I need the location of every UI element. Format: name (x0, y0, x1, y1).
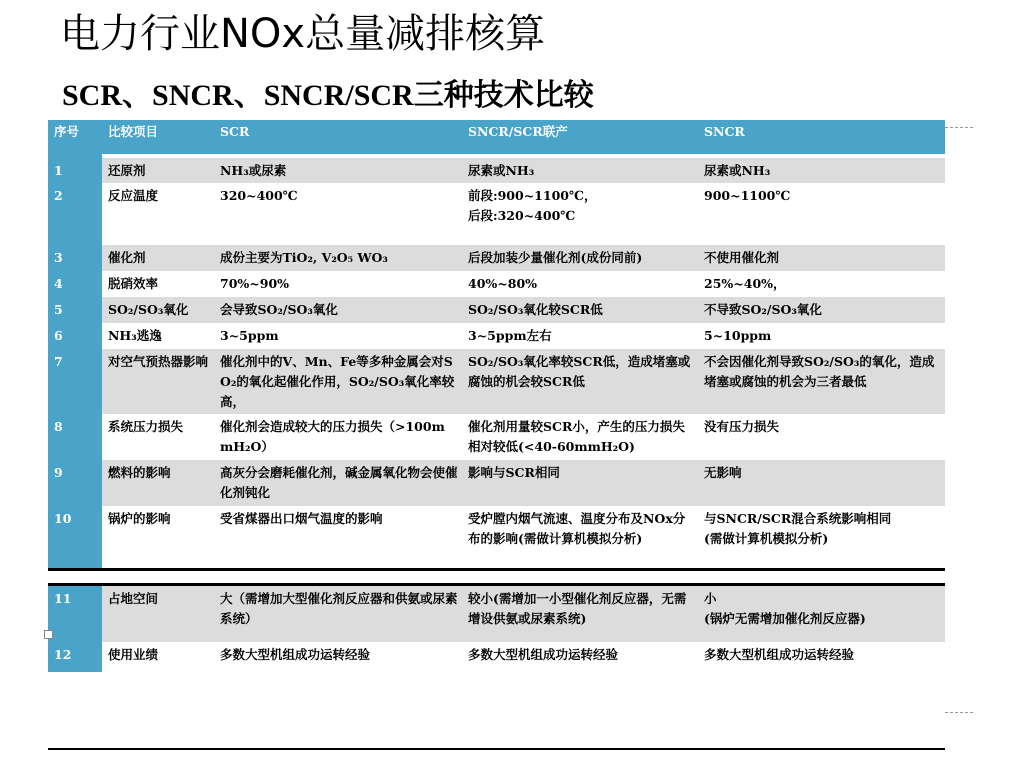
cell-sncr: 无影响 (698, 460, 945, 506)
cell-num: 8 (48, 414, 102, 460)
cell-num: 7 (48, 349, 102, 414)
cell-scr: 3~5ppm (214, 323, 462, 349)
cell-scr: 70%~90% (214, 271, 462, 297)
cell-sncr: 与SNCR/SCR混合系统影响相同 (需做计算机模拟分析) (698, 506, 945, 570)
comparison-table (48, 120, 945, 672)
cell-sncr-scr: 40%~80% (462, 271, 698, 297)
cell-scr: 320~400℃ (214, 183, 462, 245)
comparison-table-container (48, 120, 945, 750)
cell-item: 还原剂 (102, 158, 214, 183)
slide-title: 电力行业NOx总量减排核算 (60, 11, 546, 57)
table-divider-row (48, 570, 945, 585)
cell-sncr: 不会因催化剂导致SO₂/SO₃的氧化，造成堵塞或腐蚀的机会为三者最低 (698, 349, 945, 414)
dashed-guide-top (945, 127, 973, 128)
cell-sncr-scr: SO₂/SO₃氧化较SCR低 (462, 297, 698, 323)
cell-scr: 会导致SO₂/SO₃氧化 (214, 297, 462, 323)
cell-sncr-scr: 受炉膛内烟气流速、温度分布及NOx分布的影响(需做计算机模拟分析) (462, 506, 698, 570)
cell-num: 12 (48, 642, 102, 672)
header-item: 比较项目 (102, 120, 214, 154)
cell-num: 4 (48, 271, 102, 297)
cell-scr: 高灰分会磨耗催化剂，碱金属氧化物会使催化剂钝化 (214, 460, 462, 506)
cell-num: 11 (48, 585, 102, 643)
table-row (48, 183, 945, 245)
cell-num: 9 (48, 460, 102, 506)
cell-scr: 受省煤器出口烟气温度的影响 (214, 506, 462, 570)
cell-sncr: 不使用催化剂 (698, 245, 945, 271)
cell-sncr: 小 (锅炉无需增加催化剂反应器) (698, 585, 945, 643)
cell-num: 1 (48, 158, 102, 183)
header-num: 序号 (48, 120, 102, 154)
cell-sncr-scr: 后段加装少量催化剂(成份同前) (462, 245, 698, 271)
cell-sncr-scr: SO₂/SO₃氧化率较SCR低，造成堵塞或腐蚀的机会较SCR低 (462, 349, 698, 414)
cell-item: 对空气预热器影响 (102, 349, 214, 414)
header-scr: SCR (214, 120, 462, 154)
table-row (48, 297, 945, 323)
cell-sncr: 尿素或NH₃ (698, 158, 945, 183)
cell-item: 占地空间 (102, 585, 214, 643)
divider-cell (48, 570, 945, 585)
cell-num: 5 (48, 297, 102, 323)
cell-sncr: 不导致SO₂/SO₃氧化 (698, 297, 945, 323)
cell-item: SO₂/SO₃氧化 (102, 297, 214, 323)
cell-item: NH₃逃逸 (102, 323, 214, 349)
table-row (48, 414, 945, 460)
cell-sncr-scr: 前段:900~1100℃， 后段:320~400℃ (462, 183, 698, 245)
cell-sncr: 5~10ppm (698, 323, 945, 349)
table-row (48, 323, 945, 349)
table-row (48, 585, 945, 643)
cell-scr: 催化剂会造成较大的压力损失（>100mmH₂O） (214, 414, 462, 460)
table-row (48, 506, 945, 570)
resize-handle[interactable] (44, 630, 53, 639)
cell-sncr-scr: 3~5ppm左右 (462, 323, 698, 349)
cell-scr: 多数大型机组成功运转经验 (214, 642, 462, 672)
cell-num: 2 (48, 183, 102, 245)
cell-item: 系统压力损失 (102, 414, 214, 460)
cell-item: 脱硝效率 (102, 271, 214, 297)
cell-num: 6 (48, 323, 102, 349)
table-bottom-border (48, 748, 945, 750)
cell-sncr: 多数大型机组成功运转经验 (698, 642, 945, 672)
table-row (48, 642, 945, 672)
table-row (48, 245, 945, 271)
cell-sncr-scr: 多数大型机组成功运转经验 (462, 642, 698, 672)
cell-item: 使用业绩 (102, 642, 214, 672)
dashed-guide-bottom (945, 712, 973, 713)
cell-item: 燃料的影响 (102, 460, 214, 506)
cell-item: 锅炉的影响 (102, 506, 214, 570)
header-sncr-scr: SNCR/SCR联产 (462, 120, 698, 154)
cell-num: 10 (48, 506, 102, 570)
cell-scr: 大（需增加大型催化剂反应器和供氨或尿素系统） (214, 585, 462, 643)
table-row (48, 349, 945, 414)
cell-sncr-scr: 较小(需增加一小型催化剂反应器，无需增设供氨或尿素系统) (462, 585, 698, 643)
cell-scr: 成份主要为TiO₂, V₂O₅ WO₃ (214, 245, 462, 271)
table-row (48, 460, 945, 506)
cell-sncr: 没有压力损失 (698, 414, 945, 460)
table-row (48, 271, 945, 297)
cell-num: 3 (48, 245, 102, 271)
cell-scr: NH₃或尿素 (214, 158, 462, 183)
table-row (48, 158, 945, 183)
table-body (48, 154, 945, 672)
cell-sncr: 25%~40%， (698, 271, 945, 297)
cell-scr: 催化剂中的V、Mn、Fe等多种金属会对SO₂的氧化起催化作用，SO₂/SO₃氧化率较高， (214, 349, 462, 414)
table-header-row (48, 120, 945, 154)
slide-subtitle: SCR、SNCR、SNCR/SCR三种技术比较 (62, 79, 594, 112)
cell-sncr-scr: 尿素或NH₃ (462, 158, 698, 183)
cell-item: 反应温度 (102, 183, 214, 245)
cell-sncr-scr: 影响与SCR相同 (462, 460, 698, 506)
cell-sncr-scr: 催化剂用量较SCR小，产生的压力损失相对较低(<40-60mmH₂O) (462, 414, 698, 460)
cell-sncr: 900~1100℃ (698, 183, 945, 245)
header-sncr: SNCR (698, 120, 945, 154)
cell-item: 催化剂 (102, 245, 214, 271)
